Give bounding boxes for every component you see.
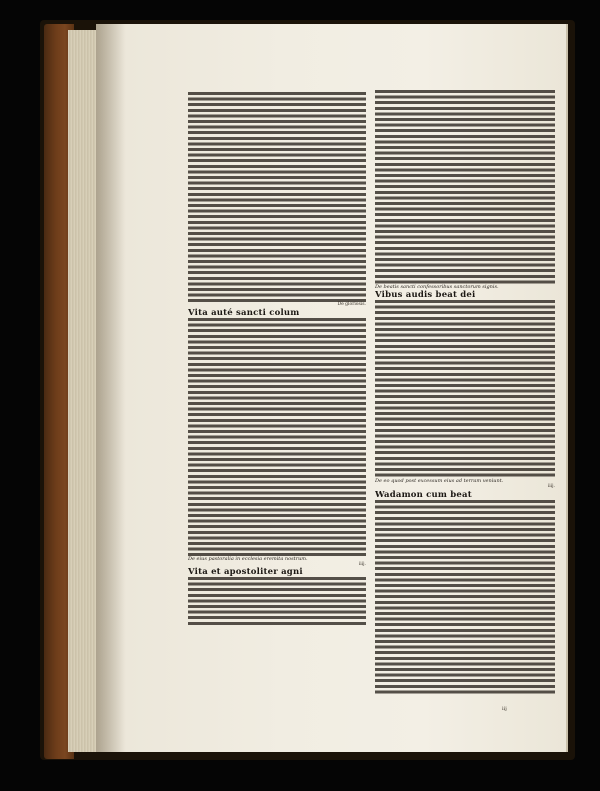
right-section-2-body	[375, 500, 555, 696]
right-section-1-body	[375, 300, 555, 478]
left-section-1-heading: Vita auté sancti colum	[188, 307, 300, 318]
right-section-2-body-block	[375, 500, 555, 696]
right-section-1-rubric: De beatis sancti confessoribus sanctorum signis.	[375, 284, 499, 290]
left-section-2-body	[188, 577, 366, 627]
right-marginnote-2: iiij.	[547, 484, 555, 489]
left-text-column	[188, 92, 366, 627]
right-section-1-body-block	[375, 300, 555, 478]
right-section-1-heading: Vibus audis beat dei	[375, 290, 476, 300]
left-opening-text	[188, 92, 366, 302]
right-section-2-rubric: De eo quod post excessum eius ad terram veniunt.	[375, 478, 504, 484]
right-section-2-heading: Wadamon cum beat	[375, 489, 472, 500]
left-opening-text-block	[188, 92, 366, 302]
page-signature-mark: iij	[502, 706, 507, 712]
right-opening-text-block	[375, 90, 555, 284]
left-section-1-body-block	[188, 318, 366, 556]
left-marginnote-2: iiij.	[358, 561, 366, 567]
gutter-shadow	[96, 24, 126, 752]
left-marginnote-1: De gloriosis.	[337, 302, 366, 307]
left-section-2-rubric: De eius pastoralia in ecclesia eremita nostrum.	[188, 555, 308, 562]
left-section-2-heading: Vita et apostoliter agni	[188, 567, 303, 578]
right-text-column	[375, 90, 555, 702]
left-section-2-body-block	[188, 577, 366, 627]
left-section-1-body	[188, 318, 366, 556]
right-opening-text	[375, 90, 555, 284]
